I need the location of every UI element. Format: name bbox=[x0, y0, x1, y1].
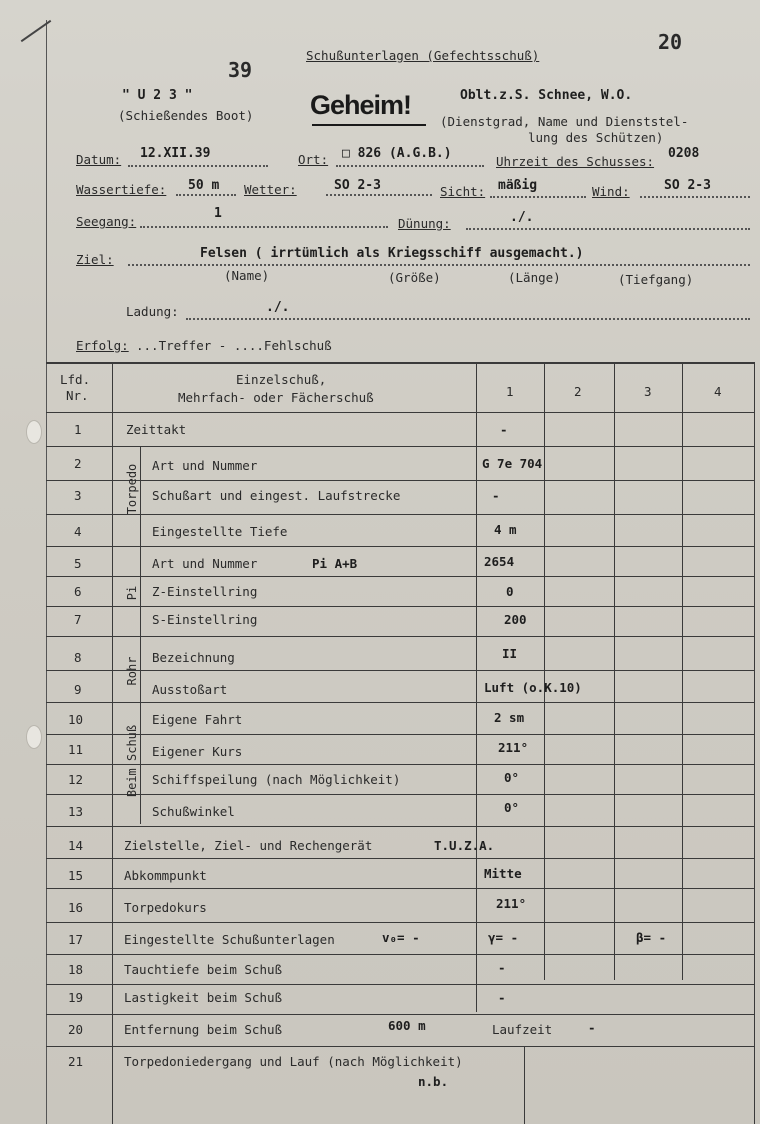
row-extra: 600 m bbox=[388, 1018, 426, 1033]
row-label: Tauchtiefe beim Schuß bbox=[124, 962, 283, 977]
ziel-name-label: (Name) bbox=[224, 268, 270, 283]
row-value: 2 sm bbox=[494, 710, 525, 725]
row-value: 0° bbox=[504, 770, 520, 785]
col-header-3: 3 bbox=[644, 384, 652, 399]
row-nr: 13 bbox=[68, 804, 84, 819]
group-pi: Pi bbox=[125, 585, 139, 601]
row-nr: 14 bbox=[68, 838, 84, 853]
col-line bbox=[112, 362, 113, 1124]
row-value: 211° bbox=[496, 896, 527, 911]
row-nr: 5 bbox=[74, 556, 82, 571]
row-value: G 7e 704 bbox=[482, 456, 543, 471]
row-label: Torpedoniedergang und Lauf (nach Möglichkeit) bbox=[124, 1054, 463, 1069]
ziel-value: Felsen ( irrtümlich als Kriegsschiff ausgemacht.) bbox=[200, 246, 584, 261]
row-label: Schiffspeilung (nach Möglichkeit) bbox=[152, 772, 401, 787]
wetter-label: Wetter: bbox=[244, 182, 297, 197]
row-label: Abkommpunkt bbox=[124, 868, 207, 883]
row-nr: 18 bbox=[68, 962, 84, 977]
ladung-value: ./. bbox=[266, 300, 290, 315]
row-line bbox=[46, 984, 754, 985]
row-line bbox=[46, 1014, 754, 1015]
row-nr: 4 bbox=[74, 524, 82, 539]
row-label: Zeittakt bbox=[126, 422, 187, 437]
ort-value: □ 826 (A.G.B.) bbox=[342, 146, 452, 161]
group-rohr: Rohr bbox=[125, 656, 139, 686]
row-value: 0° bbox=[504, 800, 520, 815]
datum-value: 12.XII.39 bbox=[140, 146, 211, 161]
row-line bbox=[46, 888, 754, 889]
punch-hole bbox=[26, 420, 42, 444]
row-line bbox=[46, 606, 754, 607]
table-border bbox=[754, 362, 755, 1124]
row-nr: 12 bbox=[68, 772, 84, 787]
row-value: 4 m bbox=[494, 522, 517, 537]
dotted-line bbox=[336, 165, 484, 167]
row-nr: 6 bbox=[74, 584, 82, 599]
row-line bbox=[46, 412, 754, 413]
row-label: Eingestellte Schußunterlagen bbox=[124, 932, 335, 947]
row-value: II bbox=[502, 646, 518, 661]
erfolg-text: ...Treffer - ....Fehlschuß bbox=[136, 338, 332, 353]
row-line bbox=[46, 576, 754, 577]
dotted-line bbox=[326, 194, 432, 196]
form-heading: Schußunterlagen (Gefechtsschuß) bbox=[306, 48, 540, 63]
ziel-tiefgang-label: (Tiefgang) bbox=[618, 272, 694, 287]
erfolg-label: Erfolg: bbox=[76, 338, 129, 353]
ziel-label: Ziel: bbox=[76, 252, 114, 267]
wind-value: SO 2-3 bbox=[664, 178, 711, 193]
row-value: - bbox=[500, 422, 508, 437]
row-label: S-Einstellring bbox=[152, 612, 258, 627]
wind-label: Wind: bbox=[592, 184, 630, 199]
header-desc-2: Mehrfach- oder Fächerschuß bbox=[178, 390, 374, 405]
row-line bbox=[46, 734, 754, 735]
row-extra: Pi A+B bbox=[312, 556, 358, 571]
row-label: Torpedokurs bbox=[124, 900, 207, 915]
datum-label: Datum: bbox=[76, 152, 122, 167]
row-value: - bbox=[492, 488, 500, 503]
row-label: Schußwinkel bbox=[152, 804, 235, 819]
dotted-line bbox=[186, 318, 750, 320]
row-label: Z-Einstellring bbox=[152, 584, 258, 599]
shooter-label-1: (Dienstgrad, Name und Dienststel- bbox=[440, 114, 689, 129]
group-col-line bbox=[140, 446, 141, 824]
row-nr: 19 bbox=[68, 990, 84, 1005]
row-line bbox=[46, 954, 754, 955]
row-nr: 21 bbox=[68, 1054, 84, 1069]
col-header-1: 1 bbox=[506, 384, 514, 399]
row-label: Bezeichnung bbox=[152, 650, 235, 665]
row-line bbox=[46, 446, 754, 447]
header-nr-1: Lfd. bbox=[60, 372, 91, 387]
wassertiefe-label: Wassertiefe: bbox=[76, 182, 167, 197]
ziel-laenge-label: (Länge) bbox=[508, 270, 561, 285]
dotted-line bbox=[466, 228, 750, 230]
row-value: - bbox=[498, 990, 506, 1005]
margin-rule bbox=[46, 20, 47, 1124]
header-desc-1: Einzelschuß, bbox=[236, 372, 327, 387]
secret-stamp bbox=[306, 88, 430, 128]
shooter-label-2: lung des Schützen) bbox=[528, 130, 664, 145]
row-line bbox=[46, 858, 754, 859]
table-border bbox=[46, 362, 754, 364]
uhrzeit-label: Uhrzeit des Schusses: bbox=[496, 154, 655, 169]
row-line bbox=[46, 480, 754, 481]
col-line bbox=[476, 362, 477, 1012]
header-nr-2: Nr. bbox=[66, 388, 89, 403]
row-line bbox=[46, 670, 754, 671]
document-number: 39 bbox=[228, 58, 253, 82]
row-nr: 20 bbox=[68, 1022, 84, 1037]
dotted-line bbox=[176, 194, 236, 196]
row-line bbox=[46, 546, 754, 547]
group-beim-schuss: Beim Schuß bbox=[125, 724, 139, 798]
col-line bbox=[524, 1046, 525, 1124]
boat-label: (Schießendes Boot) bbox=[118, 108, 254, 123]
stamp-underline bbox=[312, 124, 426, 126]
row-line bbox=[46, 922, 754, 923]
row-line bbox=[46, 636, 754, 637]
row-nr: 10 bbox=[68, 712, 84, 727]
row-line bbox=[46, 702, 754, 703]
row-nr: 17 bbox=[68, 932, 84, 947]
shooter-value: Oblt.z.S. Schnee, W.O. bbox=[460, 88, 633, 103]
col-header-4: 4 bbox=[714, 384, 722, 399]
row-label: Art und Nummer bbox=[152, 556, 258, 571]
row-value: - bbox=[498, 960, 506, 975]
row-nr: 15 bbox=[68, 868, 84, 883]
row-beta: β= - bbox=[636, 930, 667, 945]
row-value: Luft (o.K.10) bbox=[484, 680, 582, 695]
row-value: 0 bbox=[506, 584, 514, 599]
duenung-label: Dünung: bbox=[398, 216, 451, 231]
page-number: 20 bbox=[658, 30, 683, 54]
ziel-groesse-label: (Größe) bbox=[388, 270, 441, 285]
row-nr: 1 bbox=[74, 422, 82, 437]
wassertiefe-value: 50 m bbox=[188, 178, 220, 193]
dotted-line bbox=[490, 196, 586, 198]
seegang-label: Seegang: bbox=[76, 214, 137, 229]
row-label: Art und Nummer bbox=[152, 458, 258, 473]
row-note: n.b. bbox=[418, 1074, 449, 1089]
row-value: 211° bbox=[498, 740, 529, 755]
row-label: Entfernung beim Schuß bbox=[124, 1022, 283, 1037]
ladung-label: Ladung: bbox=[126, 304, 179, 319]
row-line bbox=[46, 1046, 754, 1047]
row-value: Mitte bbox=[484, 866, 522, 881]
row-line bbox=[46, 764, 754, 765]
col-header-2: 2 bbox=[574, 384, 582, 399]
row-label: Eingestellte Tiefe bbox=[152, 524, 288, 539]
row-gamma: γ= - bbox=[488, 930, 519, 945]
row-nr: 11 bbox=[68, 742, 84, 757]
duenung-value: ./. bbox=[510, 210, 534, 225]
ort-label: Ort: bbox=[298, 152, 329, 167]
row-nr: 8 bbox=[74, 650, 82, 665]
row-value: 200 bbox=[504, 612, 527, 627]
row-line bbox=[46, 826, 754, 827]
dotted-line bbox=[128, 264, 750, 266]
row-label: Schußart und eingest. Laufstrecke bbox=[152, 488, 401, 503]
sicht-label: Sicht: bbox=[440, 184, 486, 199]
laufzeit-value: - bbox=[588, 1020, 596, 1035]
row-v0: v₀= - bbox=[382, 930, 420, 945]
dotted-line bbox=[640, 196, 750, 198]
row-nr: 9 bbox=[74, 682, 82, 697]
row-label: Lastigkeit beim Schuß bbox=[124, 990, 283, 1005]
row-line bbox=[46, 514, 754, 515]
row-label: Ausstoßart bbox=[152, 682, 228, 697]
boat-value: " U 2 3 " bbox=[122, 88, 193, 103]
row-line bbox=[46, 794, 754, 795]
group-torpedo: Torpedo bbox=[125, 463, 139, 515]
row-nr: 7 bbox=[74, 612, 82, 627]
row-label: Eigener Kurs bbox=[152, 744, 243, 759]
row-nr: 16 bbox=[68, 900, 84, 915]
dotted-line bbox=[128, 165, 268, 167]
row-nr: 2 bbox=[74, 456, 82, 471]
row-value: 2654 bbox=[484, 554, 515, 569]
sicht-value: mäßig bbox=[498, 178, 538, 193]
laufzeit-label: Laufzeit bbox=[492, 1022, 553, 1037]
punch-hole bbox=[26, 725, 42, 749]
wetter-value: SO 2-3 bbox=[334, 178, 381, 193]
row-extra: T.U.Z.A. bbox=[434, 838, 495, 853]
row-nr: 3 bbox=[74, 488, 82, 503]
seegang-value: 1 bbox=[214, 206, 222, 221]
row-label: Eigene Fahrt bbox=[152, 712, 243, 727]
stamp-text: Geheim! bbox=[310, 90, 412, 120]
uhrzeit-value: 0208 bbox=[668, 146, 700, 161]
dotted-line bbox=[140, 226, 388, 228]
row-label: Zielstelle, Ziel- und Rechengerät bbox=[124, 838, 373, 853]
